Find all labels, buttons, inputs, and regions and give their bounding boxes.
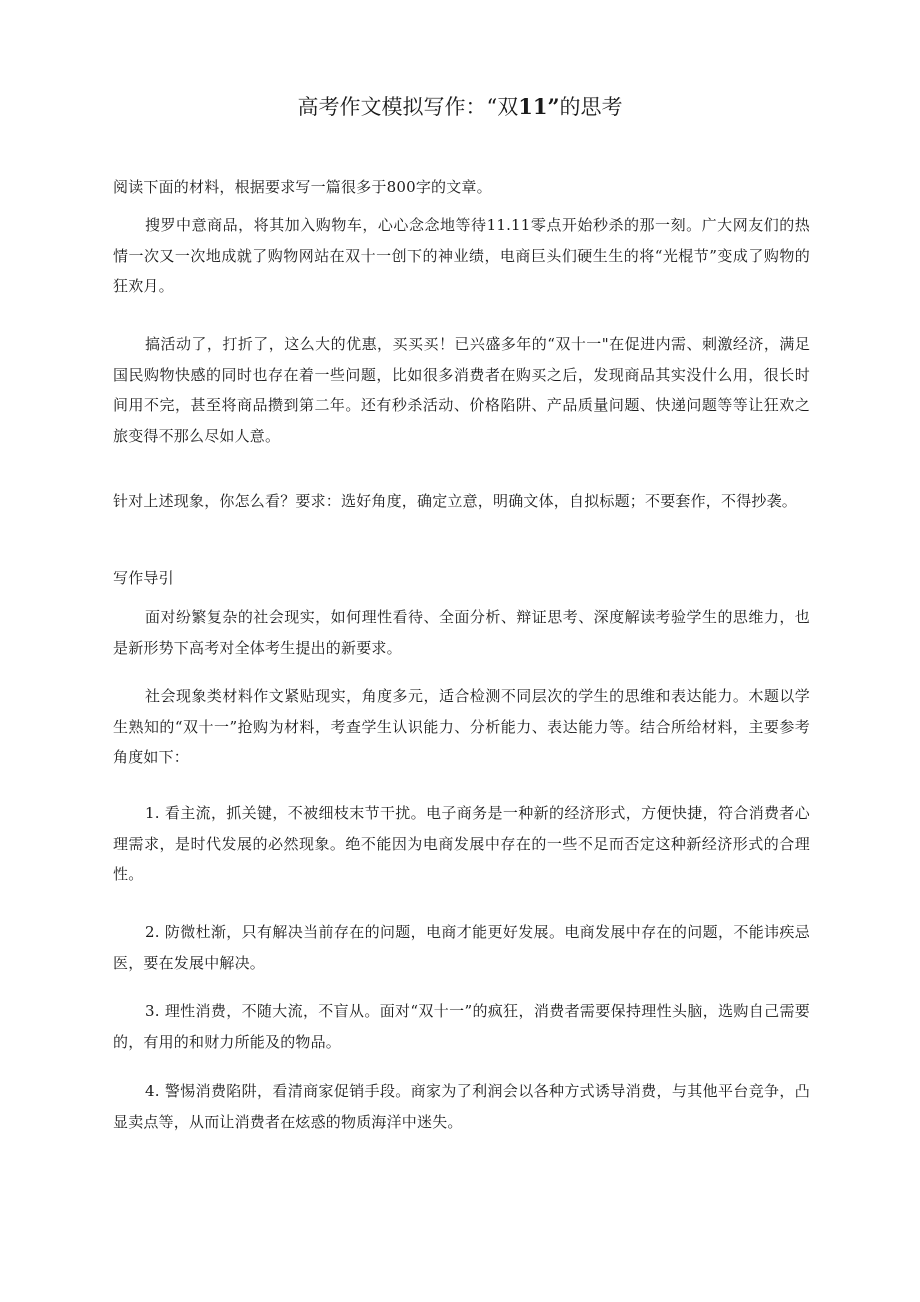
guide-point-3: 3. 理性消费，不随大流，不盲从。面对“双十一”的疯狂，消费者需要保持理性头脑，选购自己需要的，有用的和财力所能及的物品。 xyxy=(113,1002,810,1051)
requirement-paragraph: 针对上述现象，你怎么看？要求：选好角度，确定立意，明确文体，自拟标题；不要套作，不得抄袭。 xyxy=(113,492,798,510)
guide-point-1: 1. 看主流，抓关键，不被细枝末节干扰。电子商务是一种新的经济形式，方便快捷，符合消费者心理需求，是时代发展的必然现象。绝不能因为电商发展中存在的一些不足而否定这种新经济形式的合理性。 xyxy=(113,804,810,883)
title-bold: 11” xyxy=(518,94,560,119)
guide-paragraph-2: 社会现象类材料作文紧贴现实，角度多元，适合检测不同层次的学生的思维和表达能力。木题以学生熟知的“双十一”抢购为材料，考查学生认识能力、分析能力、表达能力等。结合所给材料，主要参考角度如下： xyxy=(113,687,810,766)
title-suffix: 的思考 xyxy=(559,95,623,119)
intro-paragraph: 阅读下面的材料，根据要求写一篇很多于800字的文章。 xyxy=(113,178,492,196)
guide-paragraph-1: 面对纷繁复杂的社会现实，如何理性看待、全面分析、辩证思考、深度解读考验学生的思维力，也是新形势下高考对全体考生提出的新要求。 xyxy=(113,608,810,657)
guide-heading: 写作导引 xyxy=(113,569,174,587)
guide-point-2: 2. 防微杜渐，只有解决当前存在的问题，电商才能更好发展。电商发展中存在的问题，不能讳疾忌医，要在发展中解决。 xyxy=(113,923,810,972)
document-title xyxy=(0,92,920,122)
material-paragraph-1: 搜罗中意商品，将其加入购物车，心心念念地等待11.11零点开始秒杀的那一刻。广大网友们的热情一次又一次地成就了购物网站在双十一创下的神业绩，电商巨头们硬生生的将“光棍节”变成了购物的狂欢月。 xyxy=(113,216,810,295)
title-prefix: 高考作文模拟写作：“双 xyxy=(297,95,519,119)
guide-point-4: 4. 警惕消费陷阱，看清商家促销手段。商家为了利润会以各种方式诱导消费，与其他平台竞争，凸显卖点等，从而让消费者在炫惑的物质海洋中迷失。 xyxy=(113,1082,810,1131)
material-paragraph-2: 搞活动了，打折了，这么大的优惠，买买买！已兴盛多年的“双十一"在促进内需、刺激经济，满足国民购物快感的同时也存在着一些问题，比如很多消费者在购买之后，发现商品其实没什么用，很长时间用不完，甚至将商品攒到第二年。还有秒杀活动、价格陷阱、产品质量问题、快递问题等等让狂欢之旅变得不那么尽如人意。 xyxy=(113,335,810,445)
